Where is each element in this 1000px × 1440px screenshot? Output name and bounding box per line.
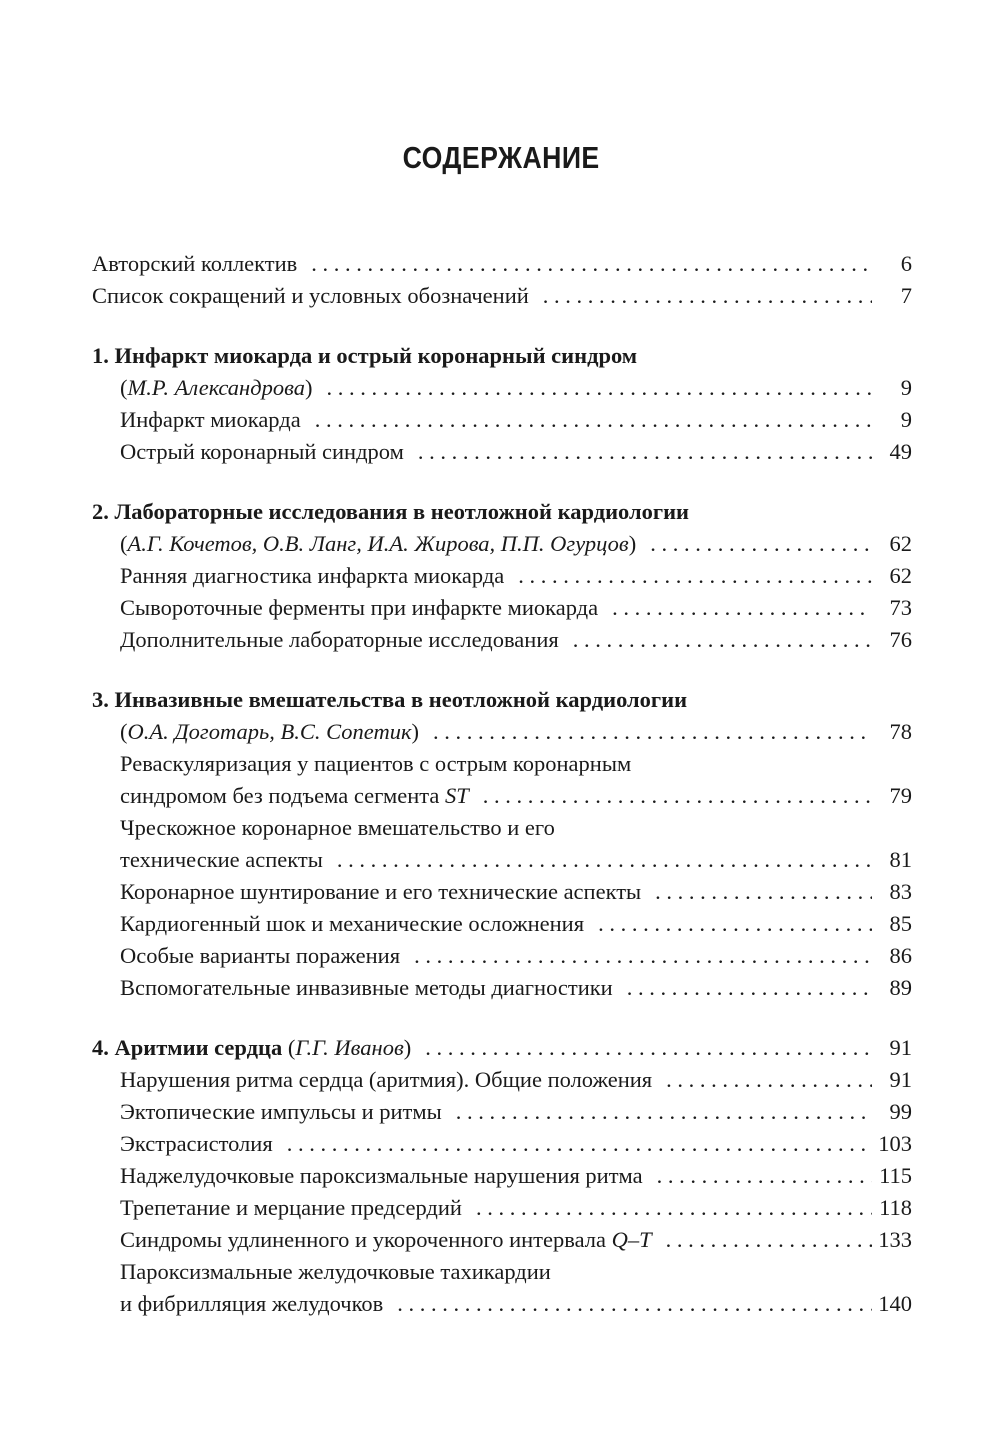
chapter-title: 1. Инфаркт миокарда и острый коронарный синдром [92,343,638,368]
toc-page-number: 49 [889,439,912,464]
toc-page-number: 7 [900,283,912,308]
toc-entry-label: Инфаркт миокарда [120,407,301,432]
dot-leader [612,592,872,624]
toc-entry-italic: ST [445,783,469,808]
chapter-authors: А.Г. Кочетов, О.В. Ланг, И.А. Жирова, П.П. Огурцов [127,531,629,556]
toc-entry-label: Сывороточные ферменты при инфаркте миокарда [120,595,599,620]
dot-leader [418,436,872,468]
toc-entry-label: Вспомогательные инвазивные методы диагностики [120,975,613,1000]
toc-page-number: 9 [900,407,912,432]
toc-page-number: 115 [879,1163,912,1188]
chapter-3-authors[interactable]: (О.А. Доготарь, В.С. Сопетик) . . . 78 [92,716,912,748]
toc-entry-authors-collective[interactable] [92,248,912,280]
chapter-2-heading[interactable] [92,496,912,528]
chapter-3-heading[interactable] [92,684,912,716]
toc-entry[interactable] [92,876,912,908]
dot-leader [433,716,872,748]
toc-entry-line1[interactable] [92,1256,912,1288]
toc-page-number: 85 [889,911,912,936]
dot-leader [655,876,872,908]
toc-entry-line1[interactable] [92,748,912,780]
toc-entry-label: Острый коронарный синдром [120,439,404,464]
toc-entry[interactable] [92,940,912,972]
chapter-authors: Г.Г. Иванов [295,1035,404,1060]
dot-leader [315,404,872,436]
toc-page-number: 89 [889,975,912,1000]
toc-entry-label: Наджелудочковые пароксизмальные нарушения ритма [120,1163,643,1188]
toc-page-number: 83 [889,879,912,904]
toc-entry-label: Синдромы удлиненного и укороченного интервала [120,1227,612,1252]
toc-entry-label: Экстрасистолия [120,1131,273,1156]
dot-leader [627,972,872,1004]
chapter-4-heading[interactable]: 4. Аритмии сердца (Г.Г. Иванов) . . . 91 [92,1032,912,1064]
toc-page-number: 62 [889,563,912,588]
dot-leader [657,1160,872,1192]
toc-page-number: 91 [889,1067,912,1092]
dot-leader [666,1064,872,1096]
toc-page-number: 6 [900,251,912,276]
toc-entry[interactable] [92,1128,912,1160]
toc-entry[interactable] [92,780,912,812]
toc-entry-label: технические аспекты [120,847,323,872]
toc-page-number: 78 [889,719,912,744]
toc-entry-label: Реваскуляризация у пациентов с острым коронарным [120,751,632,776]
toc-page-number: 91 [889,1035,912,1060]
dot-leader [518,560,872,592]
dot-leader [337,844,872,876]
toc-entry-abbreviations[interactable] [92,280,912,312]
toc-entry-label: Эктопические импульсы и ритмы [120,1099,442,1124]
toc-entry-label: Авторский коллектив [92,251,298,276]
dot-leader [543,280,872,312]
dot-leader [414,940,872,972]
toc-entry-line1[interactable] [92,812,912,844]
chapter-title: 4. Аритмии сердца [92,1035,283,1060]
toc-entry[interactable] [92,560,912,592]
toc-entry-label: и фибрилляция желудочков [120,1291,384,1316]
toc-page-number: 140 [878,1291,912,1316]
dot-leader [573,624,872,656]
toc-entry-label: Список сокращений и условных обозначений [92,283,529,308]
dot-leader [456,1096,872,1128]
toc-entry[interactable] [92,1192,912,1224]
toc-entry-label: Коронарное шунтирование и его технические аспекты [120,879,642,904]
toc-entry-label: Кардиогенный шок и механические осложнения [120,911,585,936]
dot-leader [650,528,872,560]
toc-entry[interactable] [92,1096,912,1128]
toc-entry-label: Особые варианты поражения [120,943,401,968]
toc-page-number: 118 [879,1195,912,1220]
dot-leader [666,1224,872,1256]
table-of-contents [92,248,912,1320]
toc-page-number: 62 [889,531,912,556]
toc-page-number: 103 [878,1131,912,1156]
toc-entry[interactable] [92,1064,912,1096]
toc-page-number: 79 [889,783,912,808]
toc-entry[interactable] [92,436,912,468]
toc-entry[interactable] [92,1224,912,1256]
chapter-1-heading[interactable] [92,340,912,372]
dot-leader [598,908,872,940]
toc-page-number: 81 [889,847,912,872]
dot-leader [476,1192,872,1224]
toc-entry[interactable] [92,908,912,940]
toc-entry[interactable] [92,1160,912,1192]
toc-entry[interactable] [92,1288,912,1320]
page-title: СОДЕРЖАНИЕ [402,140,600,175]
dot-leader [311,248,872,280]
toc-entry-label: Дополнительные лабораторные исследования [120,627,559,652]
toc-entry-label: Чрескожное коронарное вмешательство и его [120,815,555,840]
toc-entry-label: синдромом без подъема сегмента [120,783,446,808]
toc-page-number: 73 [889,595,912,620]
toc-page-number: 133 [878,1227,912,1252]
toc-entry[interactable] [92,592,912,624]
chapter-authors: М.Р. Александрова [127,375,305,400]
chapter-authors: О.А. Доготарь, В.С. Сопетик [127,719,412,744]
toc-entry-label: Нарушения ритма сердца (аритмия). Общие положения [120,1067,653,1092]
toc-entry-italic: Q–T [611,1227,652,1252]
toc-entry-label: Пароксизмальные желудочковые тахикардии [120,1259,551,1284]
toc-entry[interactable] [92,624,912,656]
toc-entry[interactable] [92,844,912,876]
toc-entry-label: Трепетание и мерцание предсердий [120,1195,462,1220]
chapter-title: 3. Инвазивные вмешательства в неотложной кардиологии [92,687,688,712]
toc-entry[interactable] [92,972,912,1004]
dot-leader [425,1032,872,1064]
chapter-title: 2. Лабораторные исследования в неотложной кардиологии [92,499,690,524]
dot-leader [397,1288,872,1320]
toc-entry-label: Ранняя диагностика инфаркта миокарда [120,563,505,588]
toc-entry[interactable] [92,404,912,436]
toc-page-number: 99 [889,1099,912,1124]
chapter-2-authors[interactable]: (А.Г. Кочетов, О.В. Ланг, И.А. Жирова, П.П. Огурцов) . . . 62 [92,528,912,560]
toc-page-number: 76 [889,627,912,652]
toc-page-number: 86 [889,943,912,968]
dot-leader [483,780,872,812]
dot-leader [326,372,872,404]
toc-page-number: 9 [900,375,912,400]
chapter-1-authors[interactable]: (М.Р. Александрова) . . . 9 [92,372,912,404]
dot-leader [287,1128,872,1160]
